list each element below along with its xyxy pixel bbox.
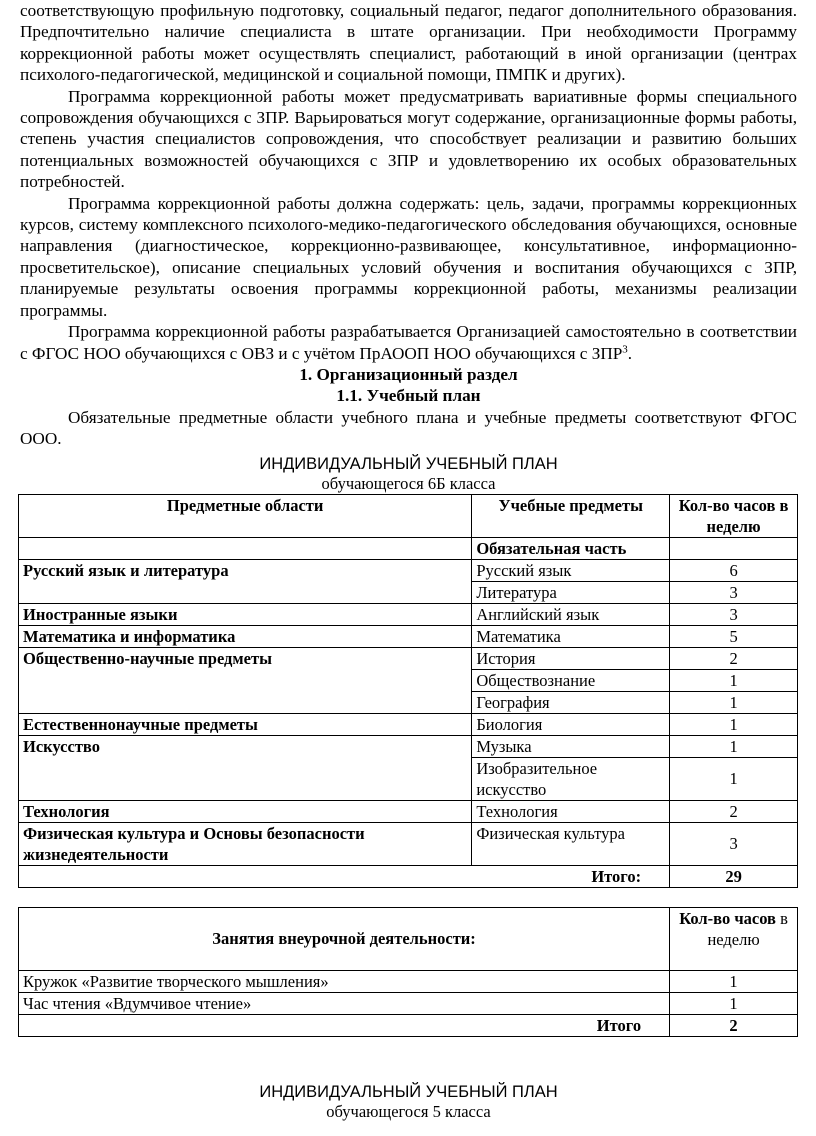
header-subjects: Учебные предметы <box>472 494 670 537</box>
section-heading: 1. Организационный раздел <box>299 364 518 384</box>
area-cell: Физическая культура и Основы безопасности жизнедеятельности <box>19 822 472 865</box>
hours-cell: 1 <box>670 713 798 735</box>
paragraph-4-text: Программа коррекционной работы разрабатывается Организацией самостоятельно в соответствии с ФГОС НОО обучающихся с ОВЗ и с учётом ПрАООП НОО обучающихся с ЗПР <box>20 322 797 363</box>
area-cell: Математика и информатика <box>19 625 472 647</box>
hours-cell: 1 <box>670 735 798 757</box>
table-row <box>19 735 798 757</box>
hours-cell: 1 <box>670 970 798 992</box>
study-plan-table <box>18 494 798 888</box>
subject-cell: Обществознание <box>472 669 670 691</box>
extracurricular-table <box>18 907 798 1037</box>
subject-cell: География <box>472 691 670 713</box>
paragraph-5: Обязательные предметные области учебного плана и учебные предметы соответствуют ФГОС ООО. <box>20 407 797 449</box>
hours-cell: 3 <box>670 581 798 603</box>
paragraph-1: соответствующую профильную подготовку, социальный педагог, педагог дополнительного образования. Предпочтительно наличие специалиста в штате организации. При необходимости Программу коррекционной работы может осуществлять специалист, работающий в иной организации (центрах психолого-педагогической, медицинской и социальной помощи, ПМПК и других). <box>20 1 797 85</box>
plan-subtitle: обучающегося 6Б класса <box>321 473 496 493</box>
subject-cell: Биология <box>472 713 670 735</box>
table-row <box>19 713 798 735</box>
area-cell: Общественно-научные предметы <box>19 647 472 713</box>
table-row <box>19 970 798 992</box>
extra-header-hours <box>670 907 798 970</box>
total-row <box>19 865 798 887</box>
table-row <box>19 559 798 581</box>
subject-cell: Математика <box>472 625 670 647</box>
subject-cell: Музыка <box>472 735 670 757</box>
table-row <box>19 822 798 865</box>
table-header-row <box>19 494 798 537</box>
table-row <box>19 647 798 669</box>
total-value: 29 <box>670 865 798 887</box>
document-page <box>20 0 797 1122</box>
area-cell: Русский язык и литература <box>19 559 472 603</box>
mandatory-part-label: Обязательная часть <box>472 537 670 559</box>
extra-header-label: Занятия внеурочной деятельности: <box>19 907 670 970</box>
subject-cell: Изобразительное искусство <box>472 757 670 800</box>
table-row <box>19 625 798 647</box>
paragraph-3: Программа коррекционной работы должна содержать: цель, задачи, программы коррекционных курсов, систему комплексного психолого-медико-педагогического обследования обучающихся, основные направления (диагностическое, коррекционно-развивающее, консультативное, информационно-просветительское), описание специальных условий обучения и воспитания обучающихся с ЗПР, планируемые результаты освоения программы коррекционной работы, механизмы реализации программы. <box>20 193 797 320</box>
hours-cell: 6 <box>670 559 798 581</box>
area-cell: Иностранные языки <box>19 603 472 625</box>
footnote-ref[interactable]: 3 <box>622 342 628 355</box>
subject-cell: Технология <box>472 800 670 822</box>
table-row <box>19 992 798 1014</box>
total-value: 2 <box>670 1014 798 1036</box>
area-cell: Технология <box>19 800 472 822</box>
hours-rest-label: в неделю <box>707 908 788 949</box>
hours-bold-label: Кол-во часов <box>679 908 776 928</box>
paragraph-4-end: . <box>627 343 633 363</box>
hours-cell: 2 <box>670 647 798 669</box>
hours-cell: 3 <box>670 603 798 625</box>
header-hours: Кол-во часов в неделю <box>670 494 798 537</box>
area-cell: Естественнонаучные предметы <box>19 713 472 735</box>
activity-cell: Кружок «Развитие творческого мышления» <box>19 970 670 992</box>
hours-cell: 2 <box>670 800 798 822</box>
hours-cell: 1 <box>670 669 798 691</box>
hours-cell: 1 <box>670 691 798 713</box>
hours-cell: 3 <box>670 822 798 865</box>
activity-cell: Час чтения «Вдумчивое чтение» <box>19 992 670 1014</box>
total-label: Итого: <box>19 865 670 887</box>
plan-title: ИНДИВИДУАЛЬНЫЙ УЧЕБНЫЙ ПЛАН <box>259 454 558 473</box>
paragraph-4 <box>20 321 797 364</box>
plan-subtitle-2: обучающегося 5 класса <box>326 1101 491 1121</box>
hours-cell: 1 <box>670 757 798 800</box>
total-row <box>19 1014 798 1036</box>
subject-cell: Английский язык <box>472 603 670 625</box>
hours-cell: 5 <box>670 625 798 647</box>
table-row <box>19 800 798 822</box>
subject-cell: Русский язык <box>472 559 670 581</box>
plan-title-2: ИНДИВИДУАЛЬНЫЙ УЧЕБНЫЙ ПЛАН <box>259 1082 558 1101</box>
hours-cell: 1 <box>670 992 798 1014</box>
subject-cell: Литература <box>472 581 670 603</box>
table-row <box>19 603 798 625</box>
table-header-row <box>19 907 798 970</box>
header-areas: Предметные области <box>19 494 472 537</box>
paragraph-2: Программа коррекционной работы может предусматривать вариативные формы специального сопровождения обучающихся с ЗПР. Варьироваться могут содержание, организационные формы работы, степень участия специалистов сопровождения, что способствует реализации и развитию больших потенциальных возможностей обучающихся с ЗПР и удовлетворению их особых образовательных потребностей. <box>20 86 797 192</box>
total-label: Итого <box>19 1014 670 1036</box>
subsection-heading: 1.1. Учебный план <box>336 386 481 406</box>
subject-cell: История <box>472 647 670 669</box>
area-cell: Искусство <box>19 735 472 800</box>
table-row <box>19 537 798 559</box>
subject-cell: Физическая культура <box>472 822 670 865</box>
